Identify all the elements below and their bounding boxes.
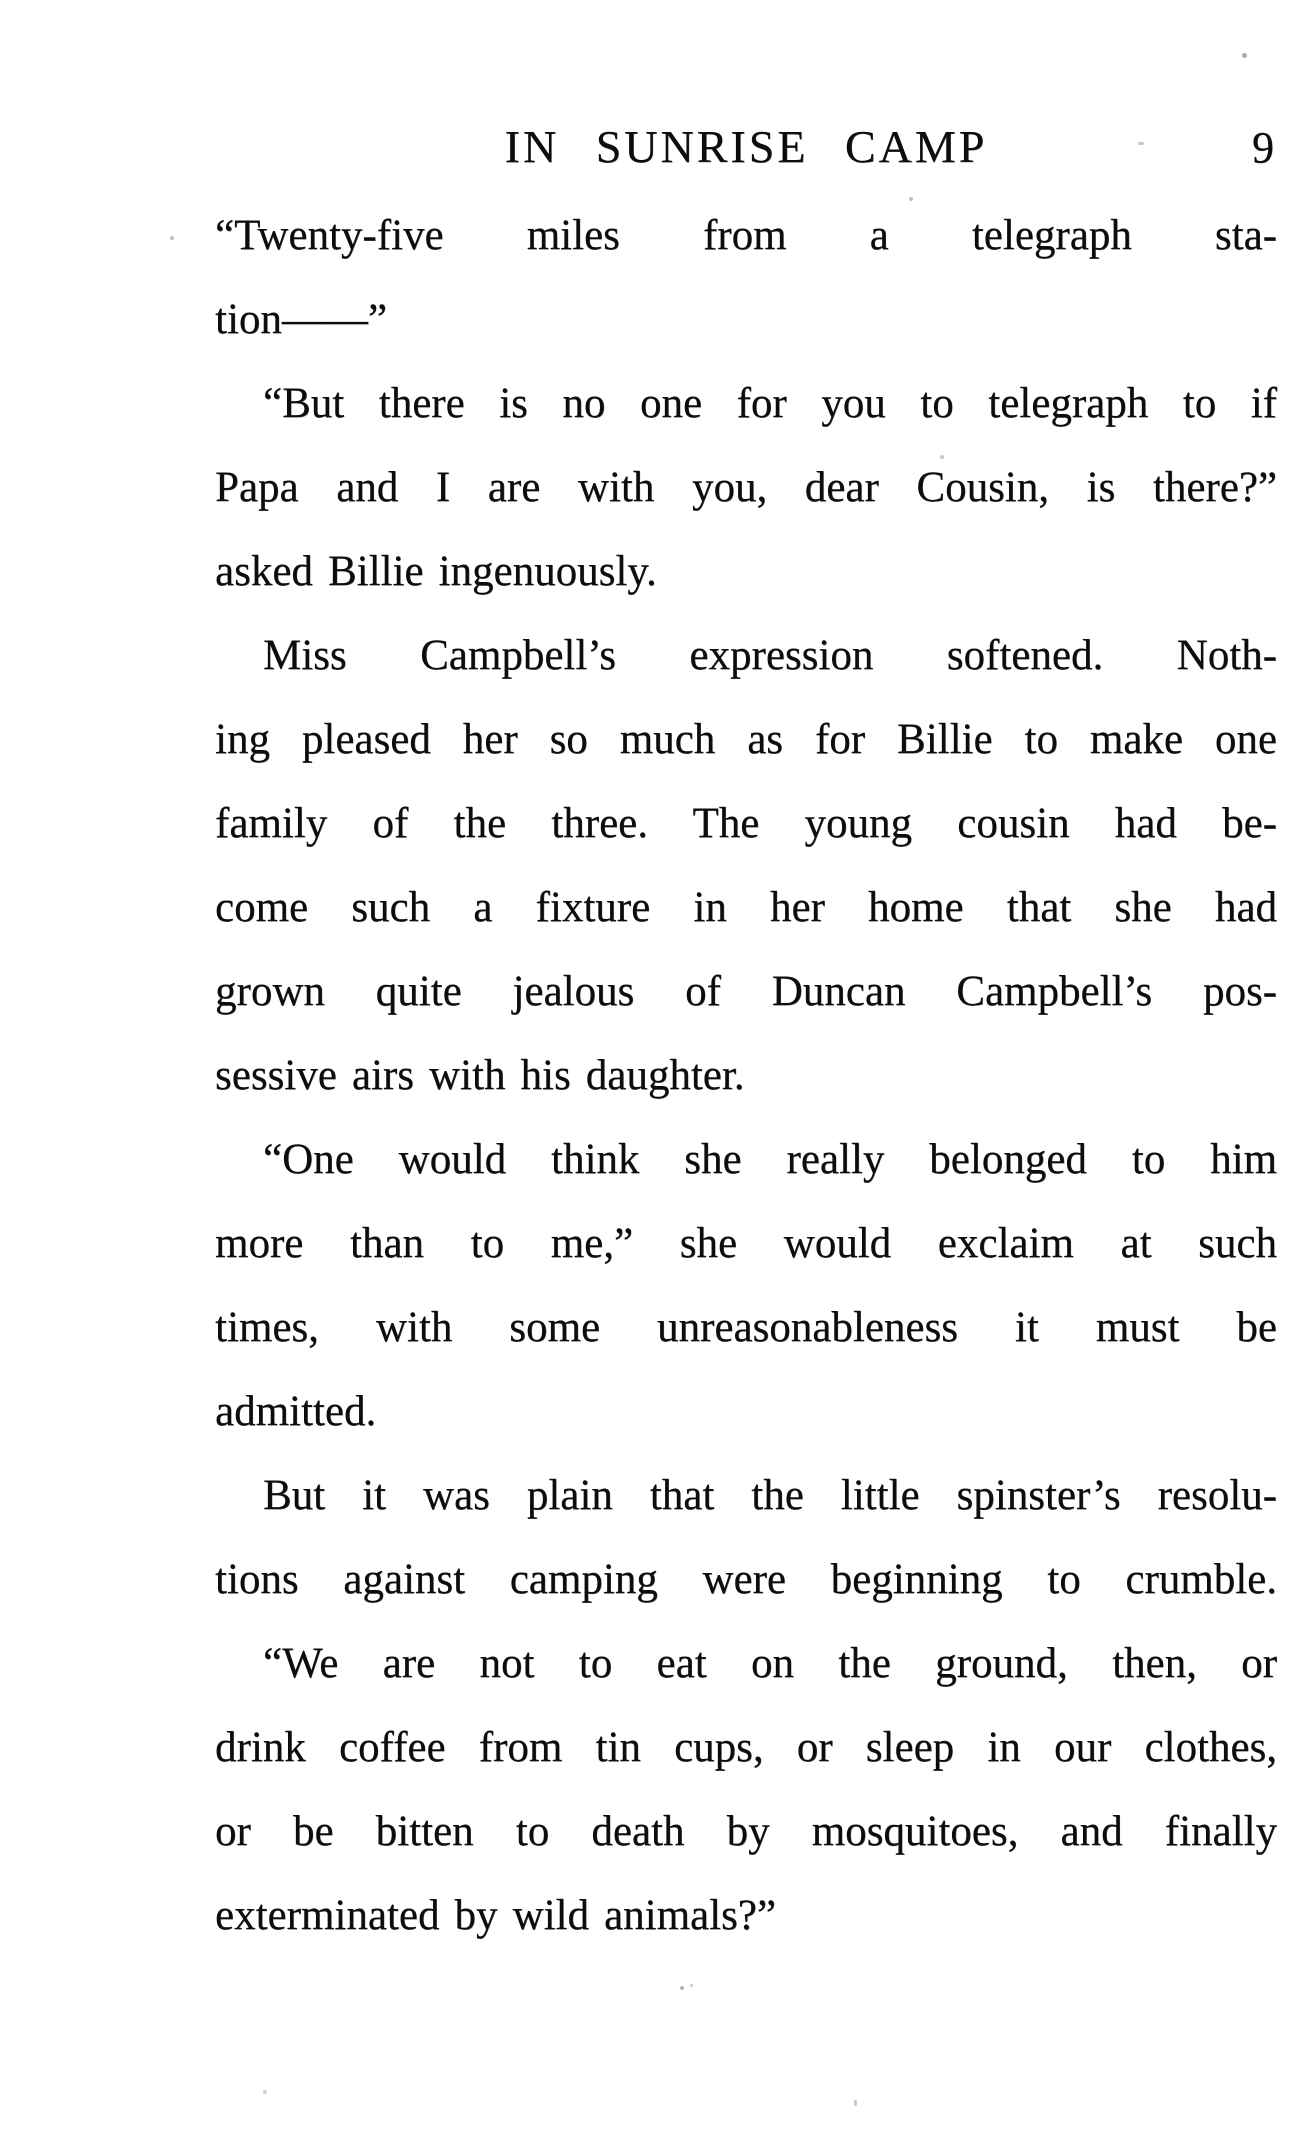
text-line: come such a fixture in her home that she had [215,884,1277,931]
scan-speck [680,1986,684,1990]
scan-speck [1138,142,1144,145]
page-title: IN SUNRISE CAMP [504,121,988,172]
scan-speck [170,236,174,240]
scan-speck [1242,53,1247,58]
scan-speck [909,197,913,201]
running-head [215,121,1277,177]
text-line: “Twenty-five miles from a telegraph sta- [215,212,1277,259]
text-line: times, with some unreasonableness it must be [215,1304,1277,1351]
text-line: “But there is no one for you to telegraph to if [263,380,1277,427]
text-line: more than to me,” she would exclaim at such [215,1220,1277,1267]
text-line: “One would think she really belonged to him [263,1136,1277,1183]
text-line: “We are not to eat on the ground, then, or [263,1640,1277,1687]
scan-speck [690,1984,693,1987]
text-line: tion——” [215,296,387,343]
text-line: family of the three. The young cousin had be- [215,800,1277,847]
text-line: Papa and I are with you, dear Cousin, is there?” [215,464,1277,511]
text-line: ing pleased her so much as for Billie to make one [215,716,1277,763]
text-line: drink coffee from tin cups, or sleep in our clothes, [215,1724,1277,1771]
text-line: asked Billie ingenuously. [215,548,657,595]
page-text [215,194,1277,1958]
scan-speck [940,455,944,459]
text-line: But it was plain that the little spinster’s resolu- [263,1472,1277,1519]
page-number: 9 [1252,123,1275,172]
scan-speck [854,2100,857,2106]
text-line: grown quite jealous of Duncan Campbell’s pos- [215,968,1277,1015]
text-line: or be bitten to death by mosquitoes, and finally [215,1808,1277,1855]
text-line: sessive airs with his daughter. [215,1052,745,1099]
text-line: Miss Campbell’s expression softened. Noth- [263,632,1277,679]
text-line: tions against camping were beginning to crumble. [215,1556,1277,1603]
text-line: admitted. [215,1388,377,1435]
scan-speck [263,2090,267,2094]
text-line: exterminated by wild animals?” [215,1892,776,1939]
